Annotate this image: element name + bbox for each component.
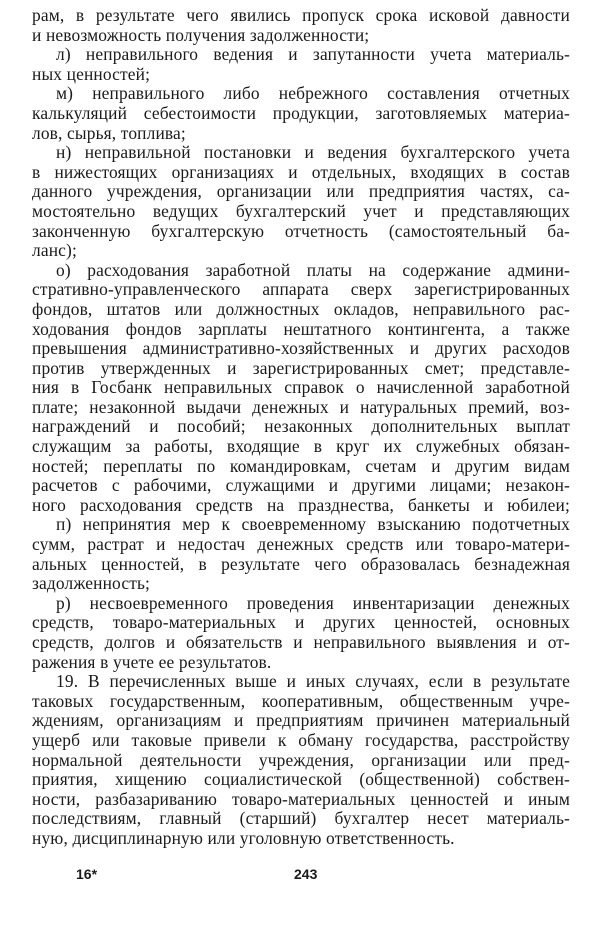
text-line: плате; незаконной выдачи денежных и натуральных премий, воз- [32,397,570,417]
printer-signature-mark: 16* [76,866,98,882]
text-line: данного учреждения, организации или предприятия частях, са- [32,182,570,202]
text-line: ную, дисциплинарную или уголовную ответственность. [32,828,455,848]
text-line: задолженность; [32,574,151,594]
text-line: в нижестоящих организациях и отдельных, входящих в состав [32,162,570,182]
text-line: альных ценностей, в результате чего образовалась безнадежная [32,554,570,574]
text-line: ностей; переплаты по командировкам, счетам и другим видам [32,456,570,476]
text-line: о) расходования заработной платы на содержание админи- [56,260,570,280]
text-line: приятия, хищению социалистической (общественной) собствен- [32,770,570,790]
text-line: против утвержденных и зарегистрированных смет; представле- [32,358,570,378]
text-line: м) неправильного либо небрежного составления отчетных [56,84,570,104]
text-line: средств, долгов и обязательств и неправильного выявления и от- [32,633,570,652]
text-line: превышения административно-хозяйственных и других расходов [32,339,570,359]
text-line: ния в Госбанк неправильных справок о начисленной заработной [32,378,570,398]
text-line: н) неправильной постановки и ведения бухгалтерского учета [56,143,570,163]
text-line: ного расходования средств на празднества, банкеты и юбилеи; [32,495,570,515]
text-line: р) несвоевременного проведения инвентаризации денежных [56,593,570,613]
text-line: п) непринятия мер к своевременному взысканию подотчетных [56,515,570,535]
text-line: фондов, штатов или должностных окладов, неправильного рас- [32,299,570,319]
text-line: ных ценностей; [32,64,151,84]
text-line: ражения в учете ее результатов. [32,652,272,672]
text-line: служащим за работы, входящие в круг их служебных обязан- [32,437,570,457]
text-line: нормальной деятельности учреждения, организации или пред- [32,750,570,770]
text-line: мостоятельно ведущих бухгалтерский учет и представляющих [32,201,570,221]
text-line: награждений и пособий; незаконных дополнительных выплат [32,417,570,437]
text-line: стративно-управленческого аппарата сверх зарегистрированных [32,280,570,300]
text-line: ходования фондов зарплаты нештатного контингента, а также [32,319,570,339]
text-line: таковых государственным, кооперативным, общественным учре- [32,691,570,711]
text-line: средств, товаро-материальных и других ценностей, основных [32,613,570,633]
text-line: 19. В перечисленных выше и иных случаях, если в результате [56,672,570,692]
text-line: расчетов с рабочими, служащими и другими лицами; незакон- [32,476,570,496]
text-line: рам, в результате чего явились пропуск срока исковой давности [32,6,570,25]
text-line: и невозможность получения задолженности; [32,25,370,45]
text-line: л) неправильного ведения и запутанности учета материаль- [56,45,570,65]
text-line: ланс); [32,241,77,261]
text-line: ждениям, организациям и предприятиям причинен материальный [32,711,570,731]
text-line: ности, разбазариванию товаро-материальных ценностей и иным [32,789,570,809]
page-number: 243 [294,866,318,882]
text-line: ущерб или таковые привели к обману государства, расстройству [32,730,570,750]
text-line: калькуляций себестоимости продукции, заготовляемых материа- [32,103,570,123]
document-body [32,6,570,849]
text-line: последствиям, главный (старший) бухгалтер несет материаль- [32,809,570,829]
text-line: сумм, растрат и недостач денежных средств или товаро-матери- [32,535,570,555]
text-line: лов, сырья, топлива; [32,123,186,143]
text-line: законченную бухгалтерскую отчетность (самостоятельный ба- [32,221,570,241]
